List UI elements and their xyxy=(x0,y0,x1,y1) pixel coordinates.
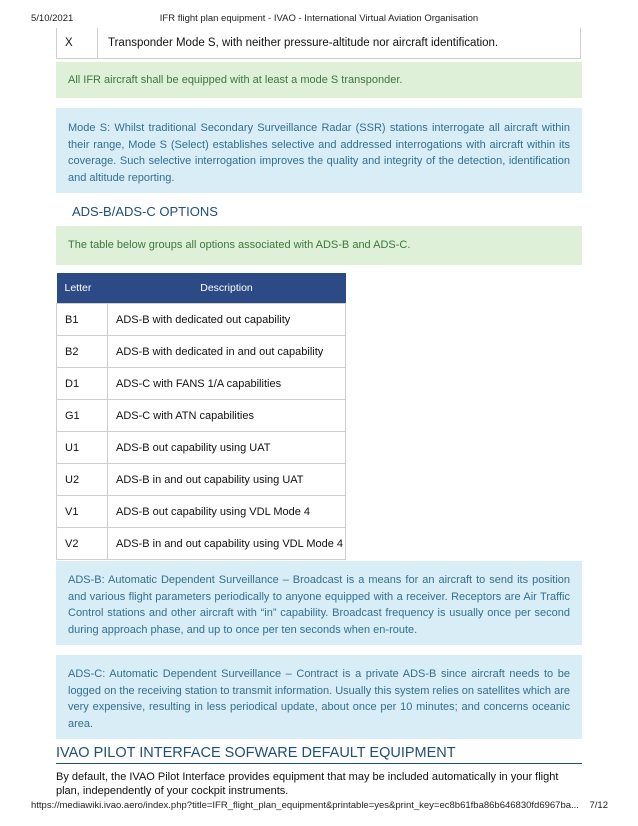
table-row xyxy=(57,368,346,400)
mode-s-info-note: Mode S: Whilst traditional Secondary Surveillance Radar (SSR) stations interrogate all aircraft within their range, Mode S (Select) establishes selective and addressed interrogations with aircraft within its coverage. Such selective interrogation improves the quality and integrity of the detection, identification and altitude reporting. xyxy=(56,108,582,193)
description-cell: ADS-B with dedicated in and out capability xyxy=(108,336,346,368)
table-header-row xyxy=(57,273,346,304)
description-cell: ADS-B in and out capability using VDL Mode 4 xyxy=(108,528,346,560)
letter-cell: B1 xyxy=(57,304,108,336)
page-url: https://mediawiki.ivao.aero/index.php?title=IFR_flight_plan_equipment&printable=yes&print_key=ec8b61fba86b646830fd6967ba... xyxy=(31,800,579,811)
table-row xyxy=(57,496,346,528)
description-cell: Transponder Mode S, with neither pressure-altitude nor aircraft identification. xyxy=(108,37,499,49)
letter-cell: U1 xyxy=(57,432,108,464)
page-number: 7/12 xyxy=(589,800,608,811)
description-cell: ADS-B with dedicated out capability xyxy=(108,304,346,336)
description-cell: ADS-B out capability using UAT xyxy=(108,432,346,464)
ads-b-info-note: ADS-B: Automatic Dependent Surveillance – Broadcast is a means for an aircraft to send its position and various flight parameters periodically to anyone equipped with a receiver. Receptors are Air Traffic Control stations and other aircraft with “in” capability. Broadcast frequency is usually once per second during approach phase, and up to once per ten seconds when en-route. xyxy=(56,561,582,645)
description-cell: ADS-B in and out capability using UAT xyxy=(108,464,346,496)
description-cell: ADS-B out capability using VDL Mode 4 xyxy=(108,496,346,528)
letter-cell: V1 xyxy=(57,496,108,528)
section-paragraph: By default, the IVAO Pilot Interface provides equipment that may be included automatically in your flight plan, independently of your cockpit instruments. xyxy=(56,771,559,797)
table-row xyxy=(56,28,581,59)
table-row xyxy=(57,464,346,496)
letter-cell: G1 xyxy=(57,400,108,432)
description-cell: ADS-C with ATN capabilities xyxy=(108,400,346,432)
letter-header: Letter xyxy=(57,273,108,304)
ads-c-info-note: ADS-C: Automatic Dependent Surveillance – Contract is a private ADS-B since aircraft needs to be logged on the receiving station to transmit information. Usually this system relies on satellites which are very expensive, resulting in less periodical update, about once per 10 minutes; and concerns oceanic area. xyxy=(56,655,582,739)
print-title: IFR flight plan equipment - IVAO - International Virtual Aviation Organisation xyxy=(159,13,479,24)
ads-options-heading: ADS-B/ADS-C OPTIONS xyxy=(72,204,218,219)
letter-cell: V2 xyxy=(57,528,108,560)
description-cell: ADS-C with FANS 1/A capabilities xyxy=(108,368,346,400)
letter-cell: D1 xyxy=(57,368,108,400)
table-row xyxy=(57,432,346,464)
table-row xyxy=(57,400,346,432)
print-header xyxy=(0,13,638,27)
table-row xyxy=(57,304,346,336)
letter-cell: U2 xyxy=(57,464,108,496)
ads-table-intro-note: The table below groups all options associated with ADS-B and ADS-C. xyxy=(56,226,582,265)
description-header: Description xyxy=(108,273,346,304)
table-row xyxy=(57,336,346,368)
table-row xyxy=(57,528,346,560)
letter-cell: X xyxy=(57,28,98,58)
letter-cell: B2 xyxy=(57,336,108,368)
print-date: 5/10/2021 xyxy=(31,13,74,24)
ads-options-table xyxy=(56,273,346,560)
mode-s-requirement-note: All IFR aircraft shall be equipped with at least a mode S transponder. xyxy=(56,62,582,98)
print-footer xyxy=(0,800,638,814)
section-heading: IVAO PILOT INTERFACE SOFWARE DEFAULT EQUIPMENT xyxy=(56,745,582,764)
